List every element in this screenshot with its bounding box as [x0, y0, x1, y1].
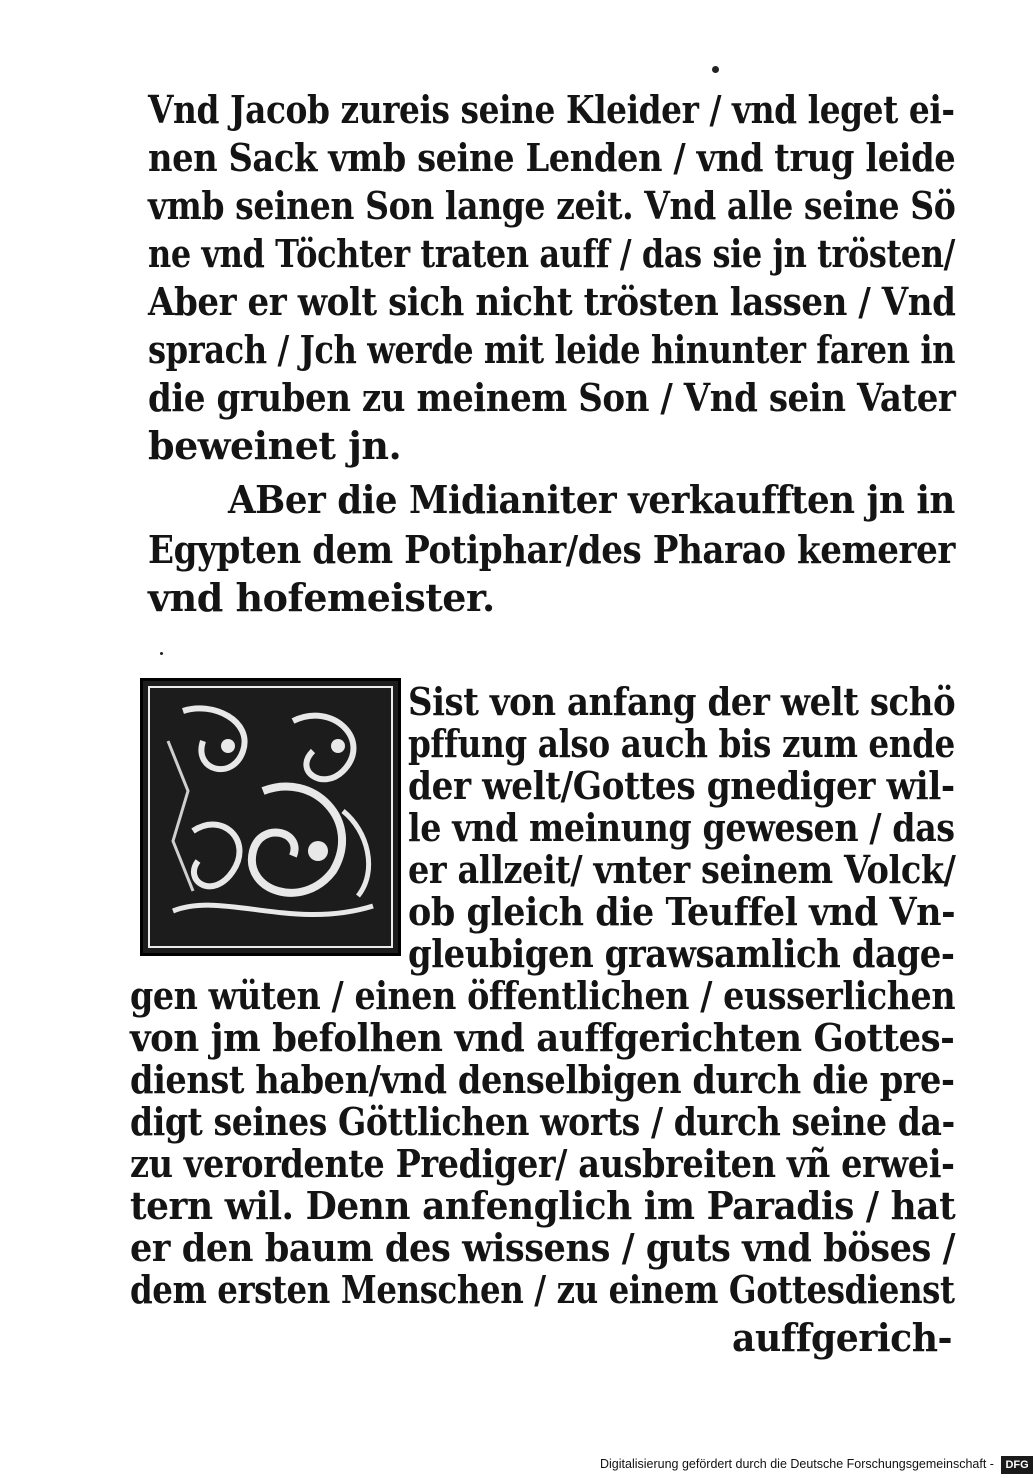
text-line: Vnd Jacob zureis seine Kleider / vnd leget ei- [148, 87, 955, 132]
text-line: le vnd meinung gewesen / das [408, 805, 955, 850]
dfg-logo-icon: DFG [1001, 1456, 1032, 1474]
text-line: ABer die Midianiter verkaufften jn in [228, 477, 955, 522]
text-line: er den baum des wissens / guts vnd böses / [130, 1225, 956, 1270]
text-line: ob gleich die Teuffel vnd Vn- [408, 889, 956, 934]
text-line: nen Sack vmb seine Lenden / vnd trug leide [148, 135, 956, 180]
footer-text: Digitalisierung gefördert durch die Deutsche Forschungsgemeinschaft - [600, 1457, 994, 1471]
catchword: auffgerich- [732, 1315, 953, 1360]
text-line: dienst haben/vnd denselbigen durch die pre- [130, 1057, 955, 1102]
text-line: vmb seinen Son lange zeit. Vnd alle seine Sö [148, 183, 956, 228]
text-line: zu verordente Prediger/ ausbreiten vñ erwei- [130, 1141, 955, 1186]
text-line: tern wil. Denn anfenglich im Paradis / hat [130, 1183, 956, 1228]
decorated-initial-graphic [143, 681, 398, 953]
text-line: ne vnd Töchter traten auff / das sie jn trösten/ [148, 231, 955, 276]
text-line: dem ersten Menschen / zu einem Gottesdienst [130, 1267, 955, 1312]
text-line: von jm befolhen vnd auffgerichten Gottes- [130, 1015, 955, 1060]
text-line: vnd hofemeister. [148, 575, 495, 620]
text-line: gen wüten / einen öffentlichen / eusserlichen [130, 973, 956, 1018]
text-line: Aber er wolt sich nicht trösten lassen / Vnd [148, 279, 956, 324]
text-line: die gruben zu meinem Son / Vnd sein Vater [148, 375, 956, 420]
text-line: Sist von anfang der welt schö [408, 679, 956, 724]
decorated-initial-icon [140, 678, 401, 956]
digitization-footer [600, 1452, 1029, 1476]
text-line: gleubigen grawsamlich dage- [408, 931, 955, 976]
text-line: beweinet jn. [148, 423, 402, 468]
text-line: er allzeit/ vnter seinem Volck/ [408, 847, 956, 892]
text-line: der welt/Gottes gnediger wil- [408, 763, 955, 808]
text-line: digt seines Göttlichen worts / durch seine da- [130, 1099, 955, 1144]
text-line: Egypten dem Potiphar/des Pharao kemerer [148, 527, 955, 572]
text-line: pffung also auch bis zum ende [408, 721, 955, 766]
text-line: sprach / Jch werde mit leide hinunter faren in [148, 327, 956, 372]
